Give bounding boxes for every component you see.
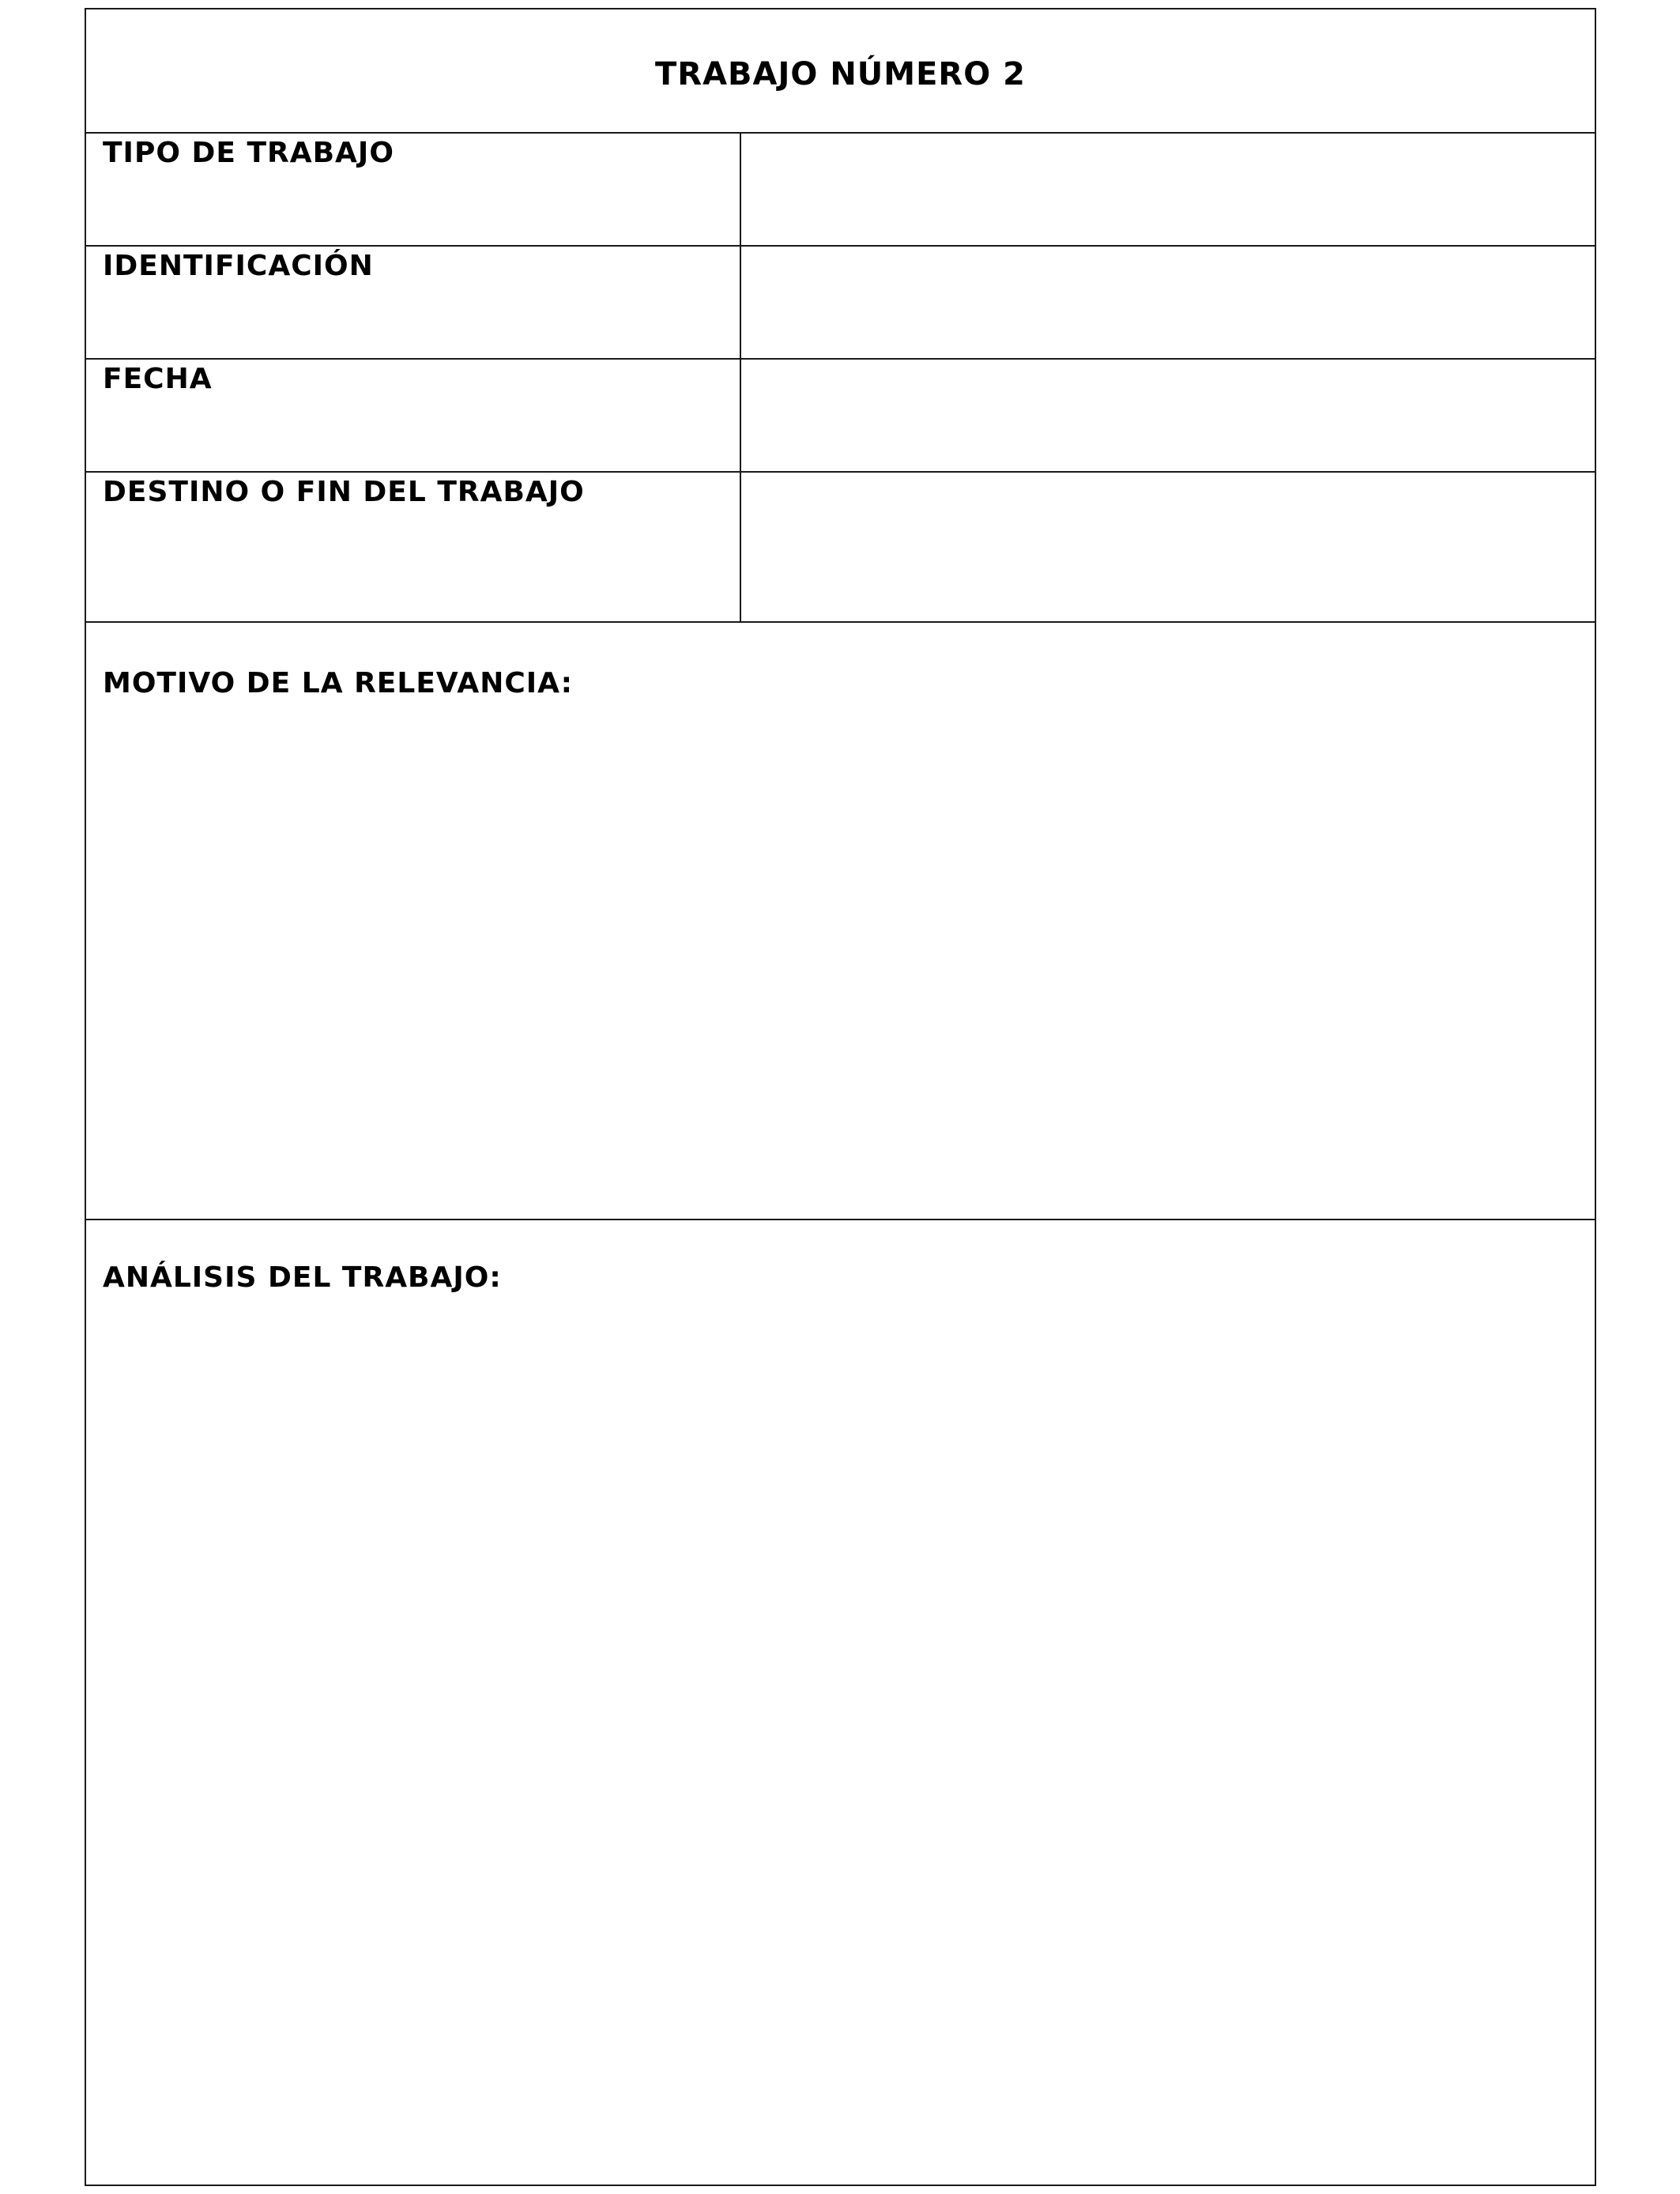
relevance-section: [86, 623, 1595, 1220]
field-label-identificacion: IDENTIFICACIÓN: [86, 247, 741, 358]
field-row-identificacion: [86, 247, 1595, 360]
field-label-tipo-de-trabajo: TIPO DE TRABAJO: [86, 134, 741, 245]
relevance-content-area[interactable]: [86, 718, 1595, 1219]
analysis-label: ANÁLISIS DEL TRABAJO:: [103, 1261, 502, 1294]
field-label-destino: DESTINO O FIN DEL TRABAJO: [86, 473, 741, 621]
analysis-content-area[interactable]: [86, 1315, 1595, 2185]
field-row-destino: [86, 473, 1595, 623]
analysis-section: [86, 1220, 1595, 2185]
field-value-fecha[interactable]: [741, 360, 1595, 471]
field-value-tipo-de-trabajo[interactable]: [741, 134, 1595, 245]
field-value-identificacion[interactable]: [741, 247, 1595, 358]
field-label-fecha: FECHA: [86, 360, 741, 471]
relevance-label: MOTIVO DE LA RELEVANCIA:: [103, 667, 574, 699]
field-value-destino[interactable]: [741, 473, 1595, 621]
form-title: TRABAJO NÚMERO 2: [655, 55, 1026, 92]
field-row-fecha: [86, 360, 1595, 473]
field-row-tipo-de-trabajo: [86, 134, 1595, 247]
work-record-form: [85, 8, 1596, 2186]
form-title-row: [86, 9, 1595, 134]
